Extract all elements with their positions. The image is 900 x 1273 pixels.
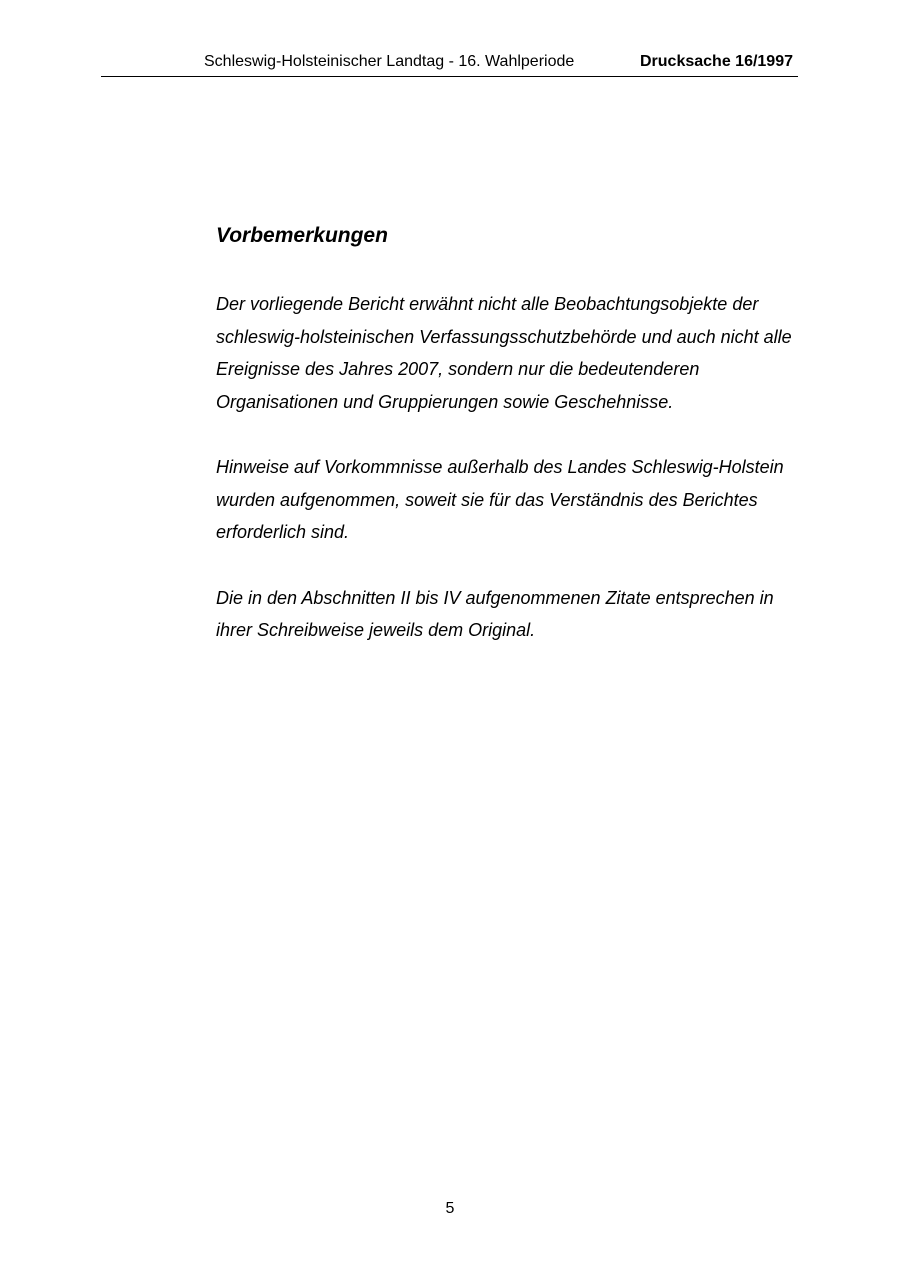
header-title: Schleswig-Holsteinischer Landtag - 16. Wahlperiode [204, 53, 575, 70]
section-heading: Vorbemerkungen [216, 224, 388, 247]
paragraph-1: Der vorliegende Bericht erwähnt nicht alle Beobachtungsobjekte der schleswig-holsteinischen Verfassungsschutzbehörde und auch nicht alle Ereignisse des Jahres 2007, sondern nur die bedeutenderen Organisationen und Gruppierungen sowie Geschehnisse. [216, 294, 792, 412]
page-header [101, 50, 798, 77]
paragraph-2: Hinweise auf Vorkommnisse außerhalb des Landes Schleswig-Holstein wurden aufgenommen, soweit sie für das Verständnis des Berichtes erforderlich sind. [216, 457, 784, 542]
document-reference: Drucksache 16/1997 [640, 53, 793, 70]
main-content [216, 222, 806, 647]
page-number: 5 [445, 1200, 455, 1217]
paragraph-3: Die in den Abschnitten II bis IV aufgenommenen Zitate entsprechen in ihrer Schreibweise jeweils dem Original. [216, 587, 774, 640]
